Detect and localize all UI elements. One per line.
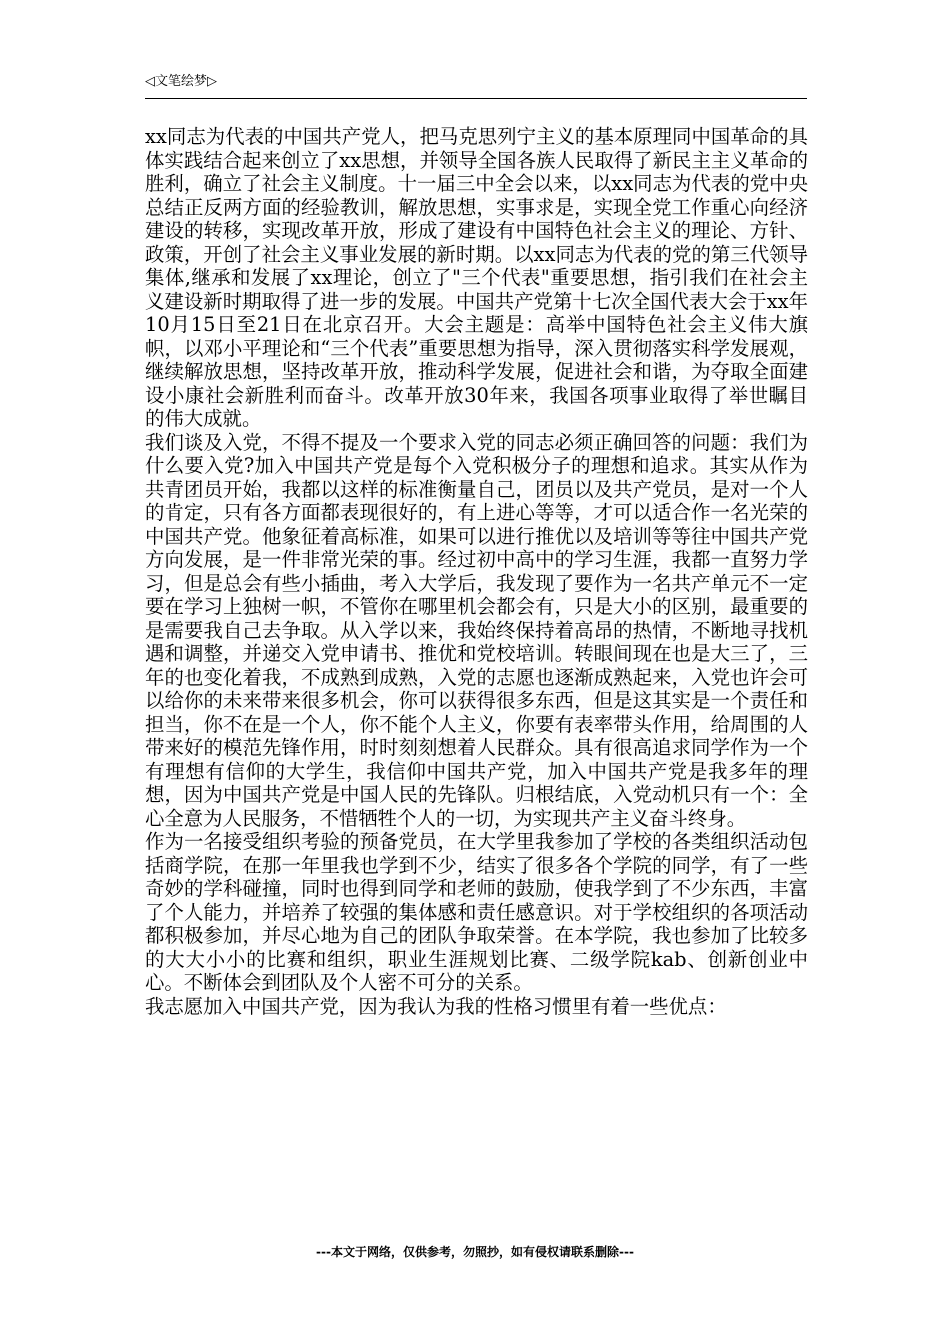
page-header: [145, 72, 807, 99]
header-brand: ◁文笔绘梦▷: [145, 74, 217, 89]
paragraph-4: 我志愿加入中国共产党，因为我认为我的性格习惯里有着一些优点：: [145, 994, 727, 1018]
paragraph-2: 我们谈及入党，不得不提及一个要求入党的同志必须正确回答的问题：我们为什么要入党?加入中国共产党是每个入党积极分子的理想和追求。其实从作为共青团员开始，我都以这样的标准衡量自己，团员以及共产党员，是对一个人的肯定，只有各方面都表现很好的，有上进心等等，才可以适合作一名光荣的中国共产党。他象征着高标准，如果可以进行推优以及培训等等往中国共产党方向发展，是一件非常光荣的事。经过初中高中的学习生涯，我都一直努力学习，但是总会有些小插曲，考入大学后，我发现了要作为一名共产单元不一定要在学习上独树一帜，不管你在哪里机会都会有，只是大小的区别，最重要的是需要我自己去争取。从入学以来，我始终保持着高昂的热情，不断地寻找机遇和调整，并递交入党申请书、推优和党校培训。转眼间现在也是大三了，三年的也变化着我，不成熟到成熟，入党的志愿也逐渐成熟起来，入党也许会可以给你的未来带来很多机会，你可以获得很多东西，但是这其实是一个责任和担当，你不在是一个人，你不能个人主义，你要有表率带头作用，给周围的人带来好的模范先锋作用，时时刻刻想着人民群众。具有很高追求同学作为一个有理想有信仰的大学生，我信仰中国共产党，加入中国共产党是我多年的理想，因为中国共产党是中国人民的先锋队。归根结底，入党动机只有一个：全心全意为人民服务，不惜牺牲个人的一切，为实现共产主义奋斗终身。: [145, 430, 808, 830]
paragraph-3: 作为一名接受组织考验的预备党员，在大学里我参加了学校的各类组织活动包括商学院，在那一年里我也学到不少，结实了很多各个学院的同学，有了一些奇妙的学科碰撞，同时也得到同学和老师的鼓励，使我学到了不少东西，丰富了个人能力，并培养了较强的集体感和责任感意识。对于学校组织的各项活动都积极参加，并尽心地为自己的团队争取荣誉。在本学院，我也参加了比较多的大大小小的比赛和组织，职业生涯规划比赛、二级学院kab、创新创业中心。不断体会到团队及个人密不可分的关系。: [145, 830, 808, 994]
footer-notice: ---本文于网络，仅供参考，勿照抄，如有侵权请联系删除---: [316, 1245, 634, 1259]
paragraph-1: xx同志为代表的中国共产党人，把马克思列宁主义的基本原理同中国革命的具体实践结合起来创立了xx思想，并领导全国各族人民取得了新民主主义革命的胜利，确立了社会主义制度。十一届三中全会以来，以xx同志为代表的党中央总结正反两方面的经验教训，解放思想，实事求是，实现全党工作重心向经济建设的转移，实现改革开放，形成了建设有中国特色社会主义的理论、方针、政策，开创了社会主义事业发展的新时期。以xx同志为代表的党的第三代领导集体,继承和发展了xx理论，创立了"三个代表"重要思想，指引我们在社会主义建设新时期取得了进一步的发展。中国共产党第十七次全国代表大会于xx年10月15日至21日在北京召开。大会主题是：高举中国特色社会主义伟大旗帜，以邓小平理论和“三个代表”重要思想为指导，深入贯彻落实科学发展观，继续解放思想，坚持改革开放，推动科学发展，促进社会和谐，为夺取全面建设小康社会新胜利而奋斗。改革开放30年来，我国各项事业取得了举世瞩目的伟大成就。: [145, 125, 808, 430]
document-body: [145, 125, 808, 1018]
